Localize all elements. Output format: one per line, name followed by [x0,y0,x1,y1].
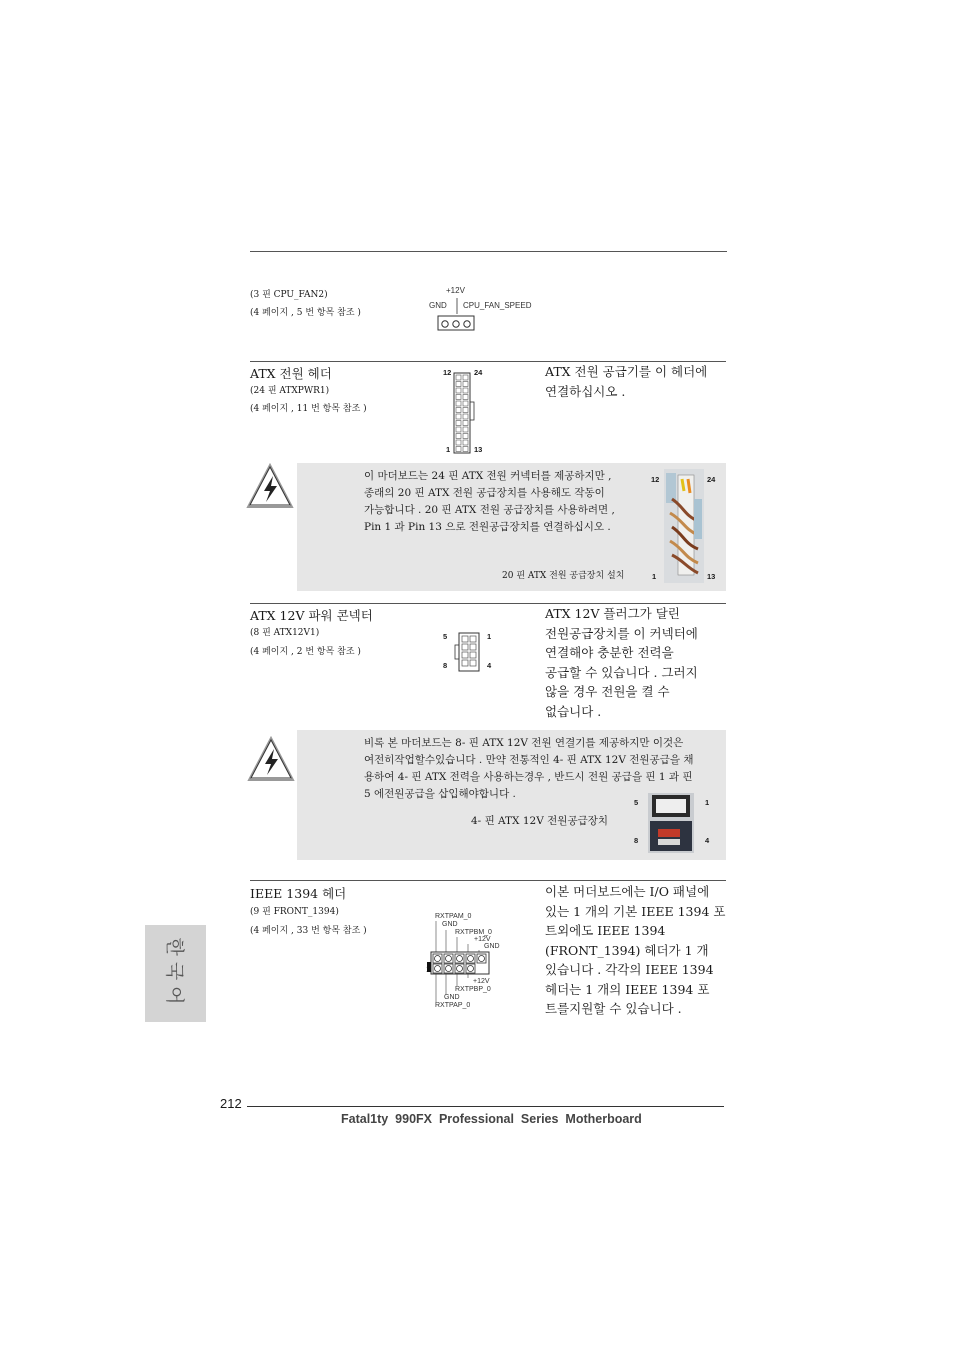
atx12v-pin-5: 5 [443,632,448,641]
atx24-photo-pin-12: 12 [651,475,660,484]
cpu-fan-connector-icon [428,294,478,334]
atx12v-photo-pin-8: 8 [634,836,639,845]
ieee1394-desc-line: 트를지원할 수 있습니다 . [545,1001,682,1016]
ieee1394-rxtpap-label: RXTPAP_0 [435,1002,471,1009]
atx12v-diagram [440,628,495,674]
atx-power-note [364,468,615,536]
ieee1394-rule [250,880,726,881]
atx12v-pin-label: (8 핀 ATX12V1) [250,628,320,638]
ieee1394-gnd-bottom-label: GND [444,994,460,1001]
ieee1394-12v-top-label: +12V [474,936,491,943]
language-side-tab-label: 한국어 [163,936,185,1011]
atx-power-note-line: 종래의 20 핀 ATX 전원 공급장치를 사용해도 작동이 [364,487,605,499]
ieee1394-gnd-top-label: GND [484,943,500,950]
cpu-fan-gnd-label: GND [429,301,447,310]
atx-power-title: ATX 전원 헤더 [250,366,332,381]
atx12v-desc-line: 연결해야 충분한 전력을 [545,645,674,660]
cpu-fan-speed-label: CPU_FAN_SPEED [463,301,532,310]
ieee1394-desc-line: 헤더는 1 개의 IEEE 1394 포 [545,981,710,997]
atx12v-desc-line: 없습니다 . [545,703,602,719]
atx-power-note-line: Pin 1 과 Pin 13 으로 전원공급장치를 연결하십시오 . [364,521,611,533]
ieee1394-desc-line: 트외에도 IEEE 1394 [545,923,666,938]
atx-power-pin-label: (24 핀 ATXPWR1) [250,386,330,396]
atx12v-plug-photo-icon [648,793,694,853]
atx12v-desc-line: 공급할 수 있습니다 . 그러지 [545,664,698,680]
atx12v-photo-pin-5: 5 [634,798,639,807]
atx24-connector-icon [453,372,477,454]
atx24-photo-pin-1: 1 [652,572,657,581]
atx12v-description [545,604,698,721]
atx12v-title: ATX 12V 파워 콘넥터 [250,608,373,623]
atx24-pin-1: 1 [446,445,451,454]
ieee1394-description [545,882,725,1019]
atx12v-photo-pin-1: 1 [705,798,710,807]
ieee1394-rxtpbp-label: RXTPBP_0 [455,986,491,993]
top-rule [250,251,727,252]
atx24-plug-photo-icon [664,469,704,583]
atx24-photo-pin-13: 13 [707,572,716,581]
atx12v-note-line: 5 에전원공급을 삽입해야합니다 . [364,788,516,800]
atx-power-note-line: 가능합니다 . 20 핀 ATX 전원 공급장치를 사용하려면 , [364,504,615,516]
atx12v-photo [630,792,720,854]
atx24-pin-13: 13 [474,445,483,454]
ieee1394-rxtpam-label: RXTPAM_0 [435,913,472,920]
ieee1394-desc-line: (FRONT_1394) 헤더가 1 개 [545,942,709,958]
atx12v-note-line: 용하여 4- 핀 ATX 전력을 사용하는경우 , 반드시 전원 공급을 핀 1 과 핀 [364,771,693,783]
ieee1394-ref: (4 페이지 , 33 번 항목 참조 ) [250,926,367,936]
footer-product-name: Fatal1ty 990FX Professional Series Motherboard [341,1112,642,1126]
ieee1394-12v-bottom-label: +12V [473,978,490,985]
ieee1394-connector-icon [425,908,505,1012]
atx12v-note-line: 여전히작업할수있습니다 . 만약 전통적인 4- 핀 ATX 12V 전원공급을 채 [364,754,694,766]
atx12v-desc-line: 전원공급장치를 이 커넥터에 [545,625,698,641]
cpu-fan-ref: (4 페이지 , 5 번 항목 참조 ) [250,308,361,318]
footer-rule [247,1106,724,1107]
atx24-photo [648,468,720,584]
atx12v-note-caption: 4- 핀 ATX 12V 전원공급장치 [471,815,609,827]
atx-power-note-line: 이 마더보드는 24 핀 ATX 전원 커넥터를 제공하지만 , [364,470,612,482]
atx-power-desc-line: ATX 전원 공급기를 이 헤더에 [545,364,708,379]
ieee1394-diagram [425,908,505,1012]
atx-power-desc-line: 연결하십시오 . [545,383,626,399]
cpu-fan-pin-label: (3 핀 CPU_FAN2) [250,290,328,300]
page-number: 212 [220,1096,242,1111]
atx24-diagram [440,366,490,456]
atx12v-connector-icon [454,632,484,672]
atx-power-note-caption: 20 핀 ATX 전원 공급장치 설치 [502,571,625,581]
language-side-tab [145,925,206,1022]
ieee1394-title: IEEE 1394 헤더 [250,886,347,901]
atx12v-ref: (4 페이지 , 2 번 항목 참조 ) [250,647,361,657]
ieee1394-desc-line: 이본 머더보드에는 I/O 패널에 [545,884,710,899]
atx12v-pin-1: 1 [487,632,492,641]
atx12v-note-line: 비록 본 마더보드는 8- 핀 ATX 12V 전원 연결기를 제공하지만 이것은 [364,737,684,749]
ieee1394-desc-line: 있는 1 개의 기본 IEEE 1394 포 [545,903,726,919]
atx24-photo-pin-24: 24 [707,475,716,484]
warning-icon [246,463,294,509]
ieee1394-pin-label: (9 핀 FRONT_1394) [250,907,339,917]
atx24-pin-12: 12 [443,368,452,377]
atx12v-photo-pin-4: 4 [705,836,710,845]
cpu-fan-12v-label: +12V [446,286,465,295]
warning-icon [247,736,295,782]
ieee1394-rxtpbm-label: RXTPBM_0 [455,929,492,936]
atx12v-desc-line: 않을 경우 전원을 켤 수 [545,684,670,699]
atx24-pin-24: 24 [474,368,483,377]
atx12v-pin-8: 8 [443,661,448,670]
atx12v-pin-4: 4 [487,661,492,670]
ieee1394-gnd-label: GND [442,921,458,928]
cpu-fan-diagram [428,286,568,336]
atx-power-description [545,362,707,401]
ieee1394-desc-line: 있습니다 . 각각의 IEEE 1394 [545,962,714,977]
atx12v-desc-line: ATX 12V 플러그가 달린 [545,606,680,621]
atx-power-ref: (4 페이지 , 11 번 항목 참조 ) [250,404,367,414]
